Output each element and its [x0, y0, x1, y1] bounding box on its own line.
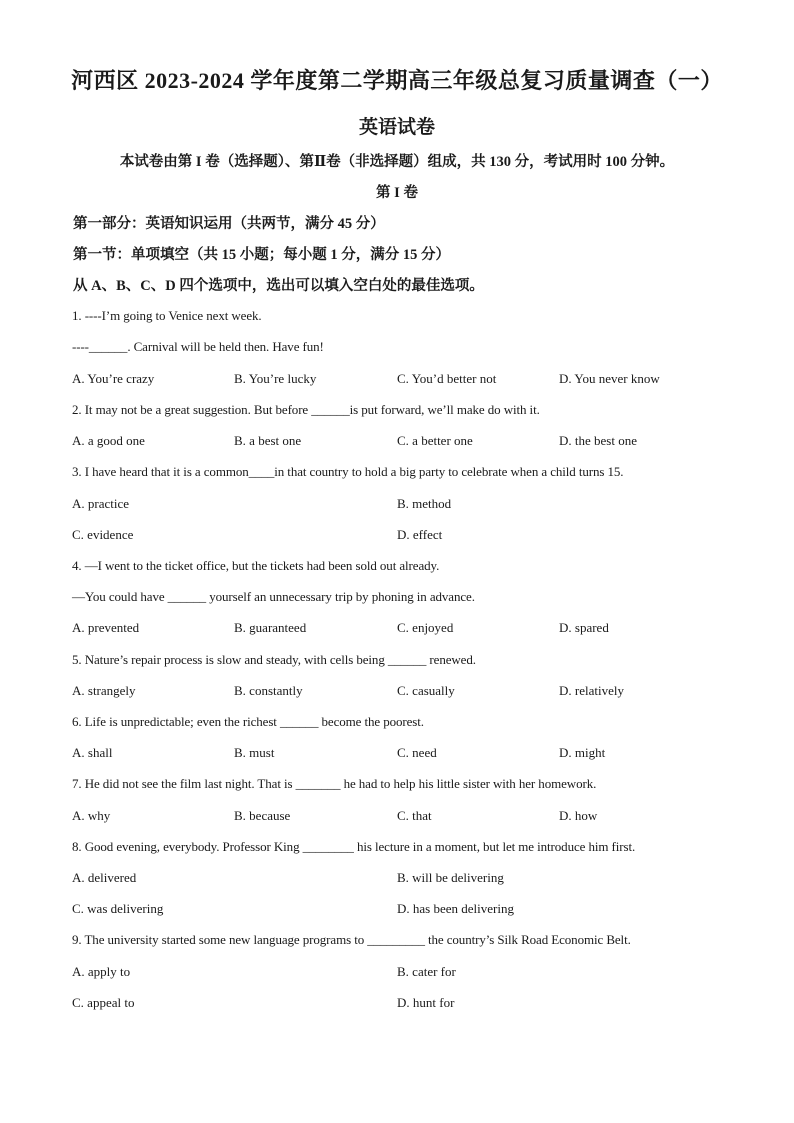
- question-stem: 7. He did not see the film last night. That is _______ he had to help his little sister with her homework.: [72, 776, 597, 791]
- option-c: C. casually: [397, 683, 455, 698]
- option-b: B. method: [397, 496, 452, 511]
- option-b: B. will be delivering: [397, 870, 504, 885]
- part1-heading: 第一部分：英语知识运用（共两节，满分 45 分）: [73, 216, 385, 232]
- question-stem: 4. —I went to the ticket office, but the tickets had been sold out already.: [72, 558, 440, 573]
- option-a: A. practice: [72, 496, 130, 511]
- option-d: D. You never know: [559, 371, 660, 386]
- option-d: D. might: [559, 745, 606, 760]
- option-b: B. constantly: [234, 683, 303, 698]
- option-d: D. relatively: [559, 683, 624, 698]
- option-c: C. was delivering: [72, 901, 164, 916]
- option-d: D. hunt for: [397, 995, 455, 1010]
- section1-heading: 第一节：单项填空（共 15 小题；每小题 1 分，满分 15 分）: [73, 247, 450, 263]
- question-stem: ----______. Carnival will be held then. Have fun!: [72, 339, 324, 354]
- option-d: D. effect: [397, 527, 443, 542]
- option-b: B. You’re lucky: [234, 371, 317, 386]
- question-stem: 8. Good evening, everybody. Professor King ________ his lecture in a moment, but let me introduce him first.: [72, 839, 636, 854]
- option-c: C. need: [397, 745, 437, 760]
- question-stem: 3. I have heard that it is a common____in that country to hold a big party to celebrate when a child turns 15.: [72, 464, 624, 479]
- option-a: A. prevented: [72, 620, 140, 635]
- option-d: D. how: [559, 808, 598, 823]
- option-c: C. that: [397, 808, 432, 823]
- option-c: C. evidence: [72, 527, 134, 542]
- option-a: A. You’re crazy: [72, 371, 155, 386]
- option-a: A. strangely: [72, 683, 136, 698]
- option-c: C. You’d better not: [397, 371, 497, 386]
- option-d: D. spared: [559, 620, 609, 635]
- option-c: C. enjoyed: [397, 620, 454, 635]
- option-b: B. guaranteed: [234, 620, 307, 635]
- question-stem: 5. Nature’s repair process is slow and steady, with cells being ______ renewed.: [72, 652, 476, 667]
- option-a: A. delivered: [72, 870, 137, 885]
- option-d: D. the best one: [559, 433, 637, 448]
- question-stem: 9. The university started some new language programs to _________ the country’s Silk Road Economic Belt.: [72, 932, 631, 947]
- question-stem: —You could have ______ yourself an unnecessary trip by phoning in advance.: [72, 589, 475, 604]
- option-b: B. because: [234, 808, 291, 823]
- option-d: D. has been delivering: [397, 901, 514, 916]
- question-stem: 6. Life is unpredictable; even the richest ______ become the poorest.: [72, 714, 424, 729]
- option-a: A. a good one: [72, 433, 145, 448]
- option-b: B. cater for: [397, 964, 456, 979]
- question-stem: 2. It may not be a great suggestion. But before ______is put forward, we’ll make do with it.: [72, 402, 540, 417]
- exam-intro: 本试卷由第 I 卷（选择题）、第Ⅱ卷（非选择题）组成，共 130 分，考试用时 100 分钟。: [119, 154, 675, 170]
- option-a: A. apply to: [72, 964, 131, 979]
- instruction-heading: 从 A、B、C、D 四个选项中，选出可以填入空白处的最佳选项。: [73, 278, 484, 294]
- option-a: A. why: [72, 808, 111, 823]
- part-label: 第 I 卷: [376, 185, 418, 201]
- exam-subtitle: 英语试卷: [358, 117, 435, 138]
- option-b: B. a best one: [234, 433, 302, 448]
- option-c: C. appeal to: [72, 995, 135, 1010]
- exam-title: 河西区 2023-2024 学年度第二学期高三年级总复习质量调查（一）: [71, 68, 723, 93]
- option-c: C. a better one: [397, 433, 473, 448]
- option-a: A. shall: [72, 745, 113, 760]
- question-stem: 1. ----I’m going to Venice next week.: [72, 308, 262, 323]
- option-b: B. must: [234, 745, 275, 760]
